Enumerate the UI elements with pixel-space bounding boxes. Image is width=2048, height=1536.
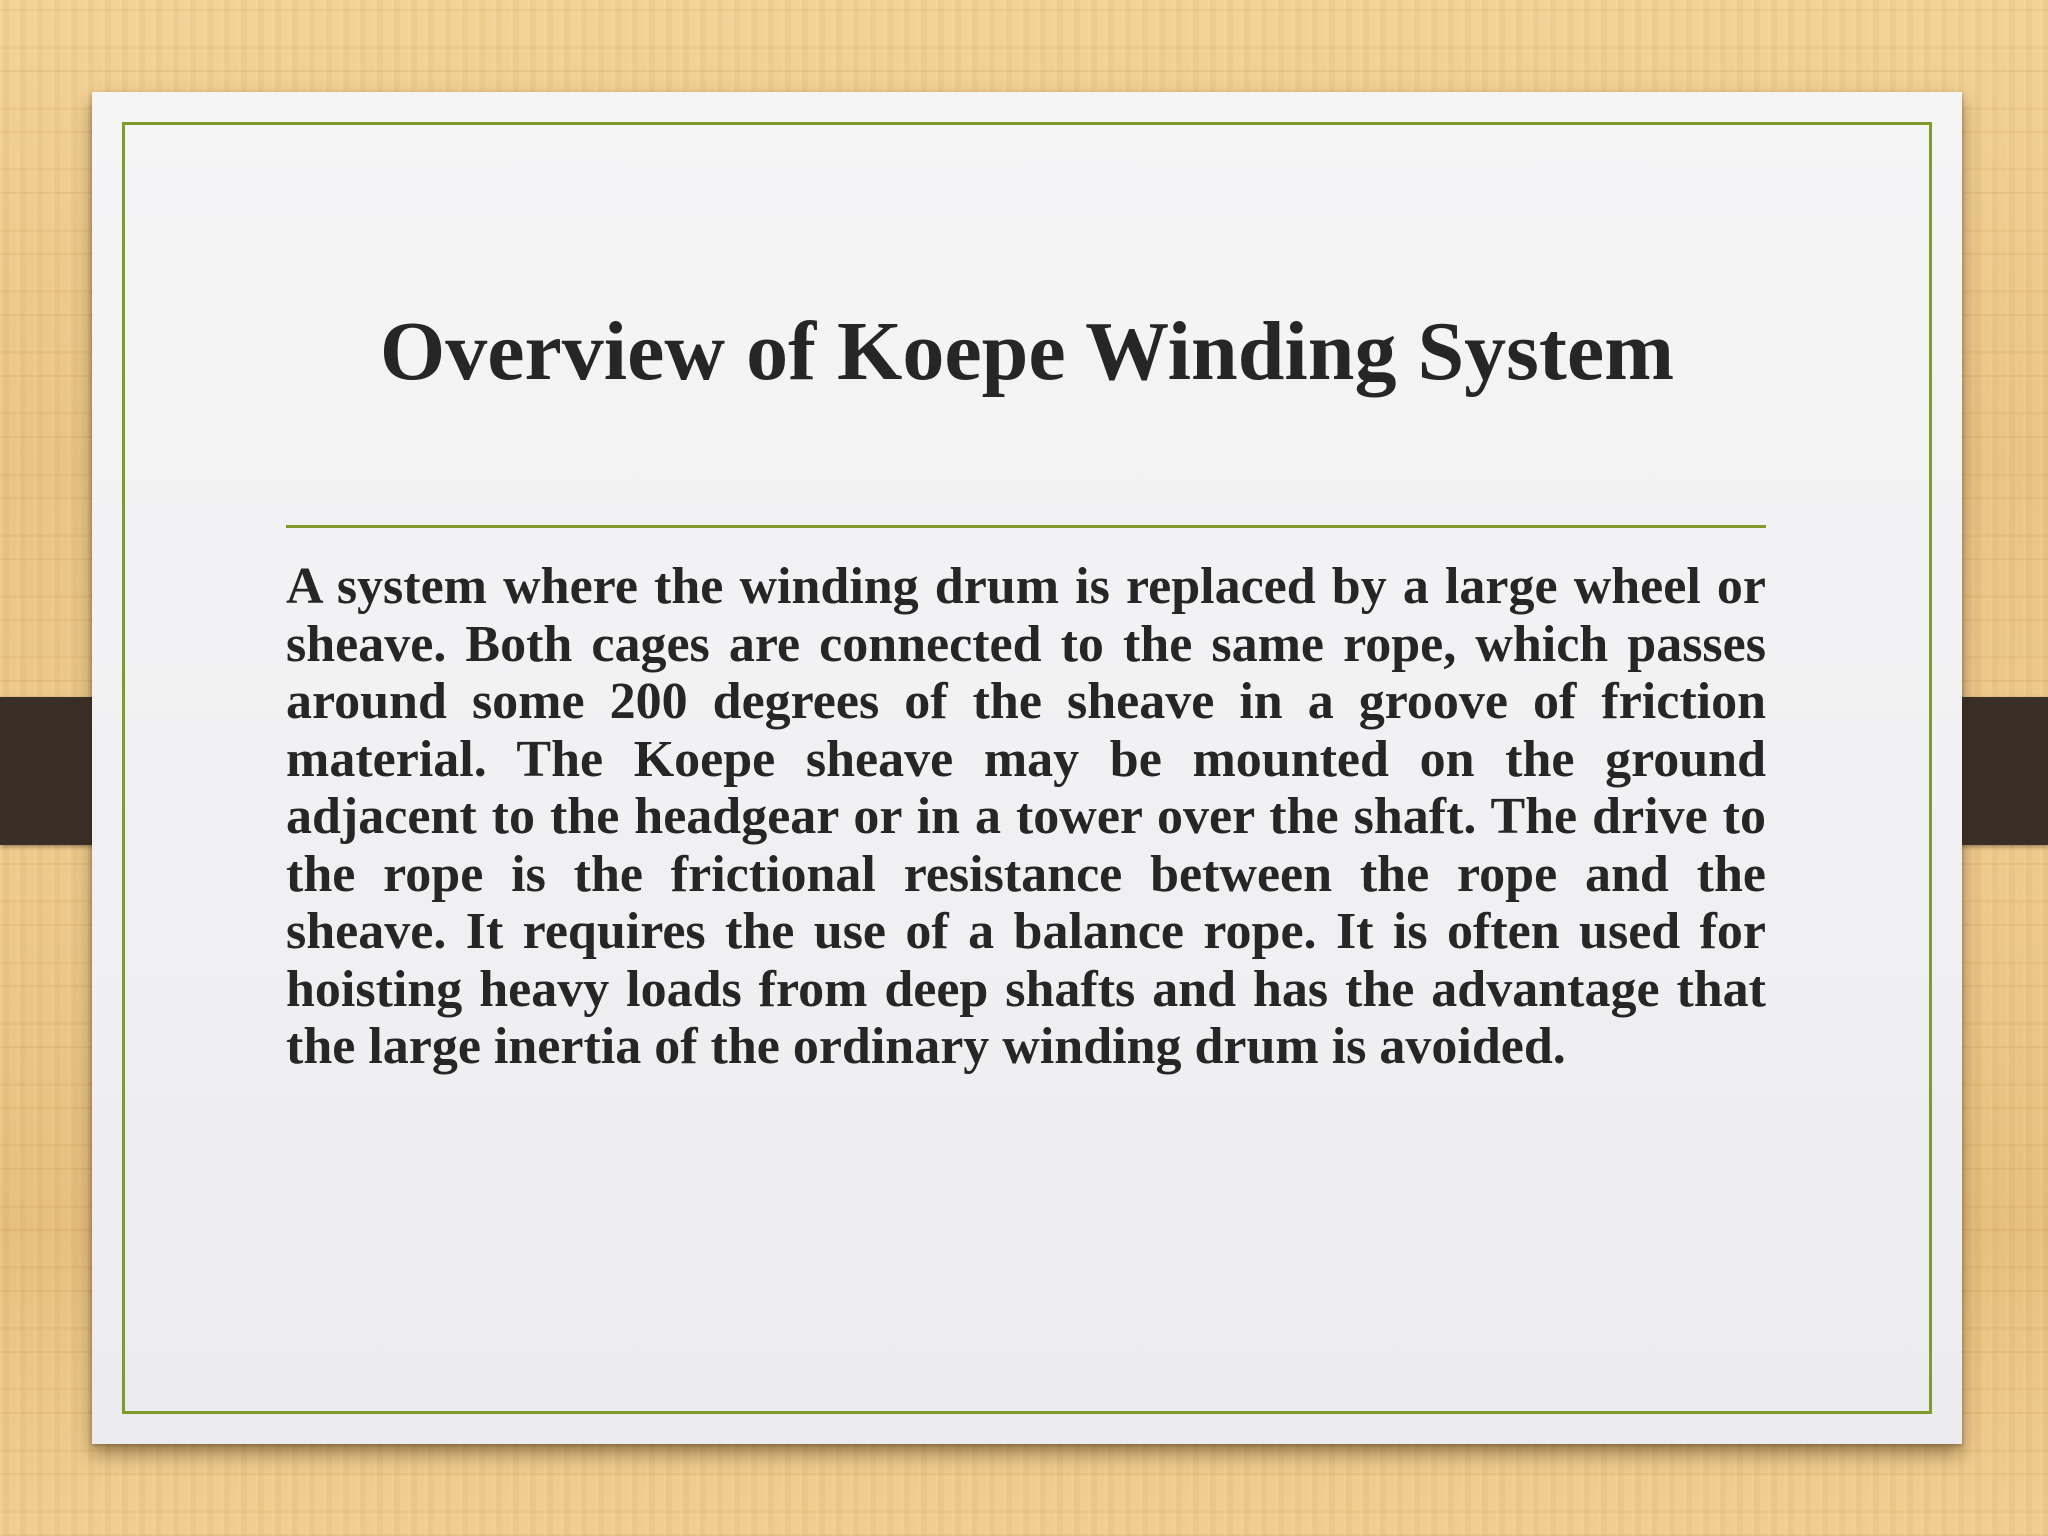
title-divider (286, 525, 1766, 528)
slide-paper (92, 92, 1962, 1444)
slide-title: Overview of Koepe Winding System (379, 305, 1675, 398)
slide-body-text: A system where the winding drum is replaced by a large wheel or sheave. Both cages are connected to the same rope, which passes around some 200 degrees of the sheave in a groove of friction material. The Koepe sheave may be mounted on the ground adjacent to the headgear or in a tower over the shaft. The drive to the rope is the frictional resistance between the rope and the sheave. It requires the use of a balance rope. It is often used for hoisting heavy loads from deep shafts and has the advantage that the large inertia of the ordinary winding drum is avoided. (286, 558, 1766, 1075)
